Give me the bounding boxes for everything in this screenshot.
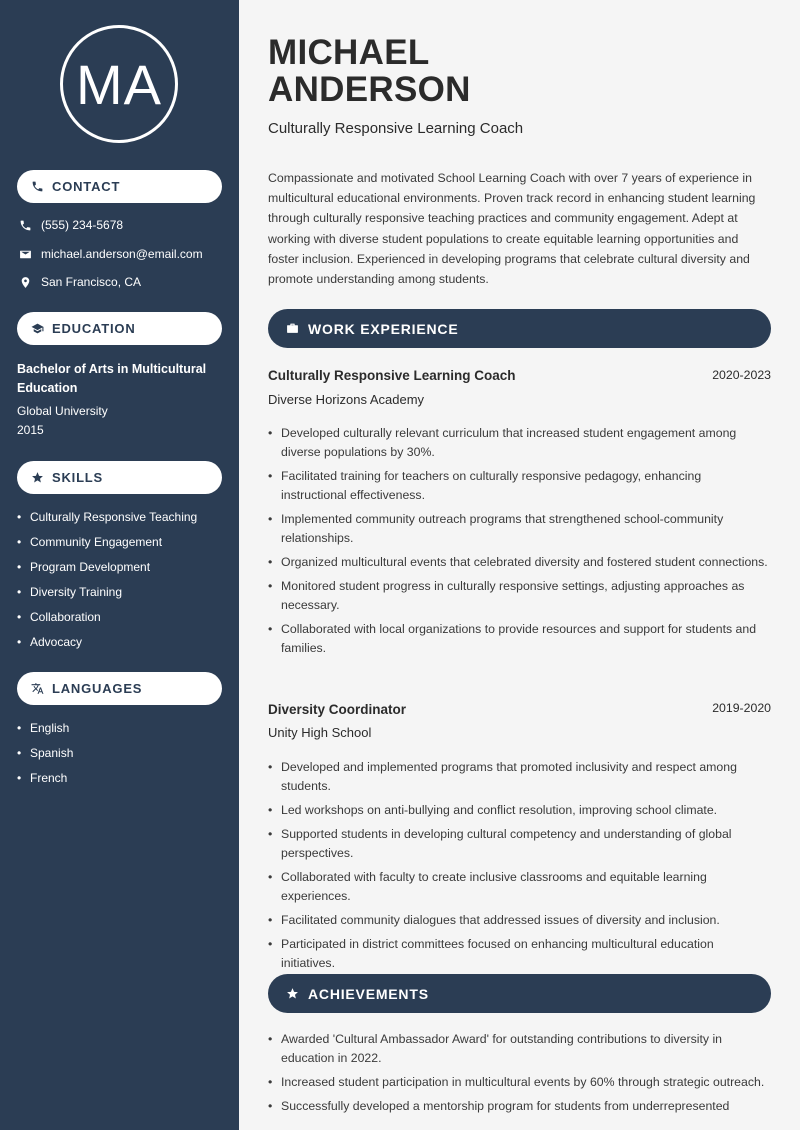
translate-icon — [30, 682, 44, 696]
star-icon — [285, 987, 299, 1001]
job-years: 2020-2023 — [712, 368, 771, 382]
job-bullets — [268, 758, 768, 978]
contact-email — [17, 246, 203, 262]
list-item: • Awarded 'Cultural Ambassador Award' for outstanding contributions to diversity in education in 2022. — [268, 1032, 723, 1065]
sidebar — [0, 0, 239, 1130]
candidate-title: Culturally Responsive Learning Coach — [268, 120, 524, 137]
languages-heading — [17, 672, 222, 705]
education-year: 2015 — [17, 423, 44, 437]
languages-list — [17, 721, 73, 796]
list-item: • Program Development — [17, 560, 151, 574]
name-line-first: MICHAEL — [268, 33, 430, 72]
list-item: • Participated in district committees focused on enhancing multicultural education initiatives. — [268, 937, 714, 970]
profile-summary: Compassionate and motivated School Learning Coach with over 7 years of experience in multicultural educational environments. Proven track record in enhancing student learning through culturally responsive teaching practices and community engagement. Adept at working with diverse student populations to create equitable learning opportunities and foster inclusion. Experienced in developing programs that celebrate cultural diversity and promote understanding among students. — [268, 171, 756, 287]
location-pin-icon — [17, 274, 33, 290]
languages-heading-label: LANGUAGES — [52, 681, 143, 696]
list-item: • Culturally Responsive Teaching — [17, 510, 198, 524]
list-item: • Collaborated with local organizations to provide resources and support for students and families. — [268, 622, 757, 655]
education-degree: Bachelor of Arts in Multicultural Education — [17, 362, 207, 395]
contact-phone — [17, 217, 123, 233]
skills-list — [17, 510, 197, 660]
job-years: 2019-2020 — [712, 701, 771, 715]
job-organization: Diverse Horizons Academy — [268, 392, 425, 407]
list-item: • Facilitated community dialogues that addressed issues of diversity and inclusion. — [268, 913, 720, 927]
work-experience-heading — [268, 309, 771, 348]
graduation-cap-icon — [30, 322, 44, 336]
education-school: Global University — [17, 404, 108, 418]
list-item: • Developed culturally relevant curriculum that increased student engagement among diverse populations by 30%. — [268, 426, 737, 459]
list-item: • Spanish — [17, 746, 74, 760]
email-address[interactable]: michael.anderson@email.com — [41, 247, 203, 261]
location-text: San Francisco, CA — [41, 275, 142, 289]
candidate-name — [268, 34, 768, 108]
list-item: • Collaborated with faculty to create inclusive classrooms and equitable learning experiences. — [268, 870, 707, 903]
briefcase-icon — [285, 322, 299, 336]
contact-location — [17, 274, 141, 290]
list-item: • French — [17, 771, 68, 785]
achievements-list — [268, 1030, 768, 1121]
name-line-last: ANDERSON — [268, 70, 471, 109]
list-item: • Successfully developed a mentorship program for students from underrepresented — [268, 1099, 730, 1113]
education-heading — [17, 312, 222, 345]
list-item: • Facilitated training for teachers on culturally responsive pedagogy, enhancing instructional effectiveness. — [268, 469, 702, 502]
list-item: • Advocacy — [17, 635, 83, 649]
list-item: • Community Engagement — [17, 535, 163, 549]
list-item: • Implemented community outreach programs that strengthened school-community relationships. — [268, 512, 724, 545]
star-icon — [30, 471, 44, 485]
list-item: • Developed and implemented programs that promoted inclusivity and respect among students. — [268, 760, 737, 793]
contact-heading-label: CONTACT — [52, 179, 121, 194]
work-experience-heading-label: WORK EXPERIENCE — [308, 320, 459, 337]
list-item: • Collaboration — [17, 610, 101, 624]
phone-number: (555) 234-5678 — [41, 218, 124, 232]
job-title: Diversity Coordinator — [268, 702, 407, 717]
achievements-heading — [268, 974, 771, 1013]
list-item: • Supported students in developing cultural competency and understanding of global perspectives. — [268, 827, 732, 860]
job-title: Culturally Responsive Learning Coach — [268, 368, 516, 383]
list-item: • English — [17, 721, 70, 735]
achievements-heading-label: ACHIEVEMENTS — [308, 985, 429, 1002]
list-item: • Monitored student progress in culturally responsive settings, adjusting approaches as necessary. — [268, 579, 745, 612]
monogram-avatar: MA — [60, 25, 178, 143]
list-item: • Diversity Training — [17, 585, 123, 599]
list-item: • Increased student participation in multicultural events by 60% through strategic outreach. — [268, 1075, 765, 1089]
job-bullets — [268, 424, 768, 663]
phone-icon — [30, 180, 44, 194]
education-heading-label: EDUCATION — [52, 321, 136, 336]
skills-heading-label: SKILLS — [52, 470, 104, 485]
contact-heading — [17, 170, 222, 203]
list-item: • Organized multicultural events that celebrated diversity and fostered student connections. — [268, 555, 768, 569]
phone-icon — [17, 217, 33, 233]
job-organization: Unity High School — [268, 725, 372, 740]
mail-icon — [17, 246, 33, 262]
skills-heading — [17, 461, 222, 494]
list-item: • Led workshops on anti-bullying and conflict resolution, improving school climate. — [268, 803, 718, 817]
